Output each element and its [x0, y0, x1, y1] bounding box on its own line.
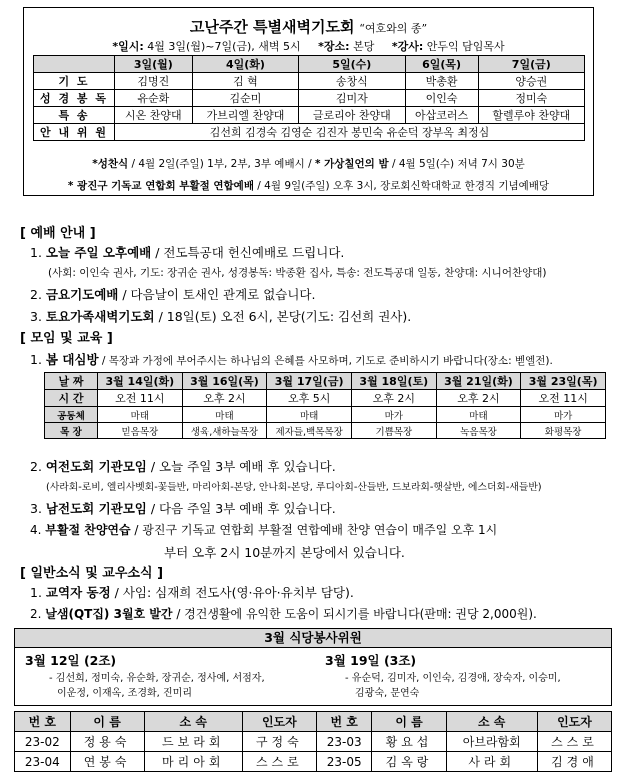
easter-service-note: [24, 178, 593, 193]
visit-time: 오후 5시: [267, 390, 352, 407]
info-value: 본당: [353, 40, 375, 53]
row-label: 공동체: [45, 407, 98, 423]
meal-left-names-1: - 김선희, 정미숙, 유순화, 장귀순, 정사예, 서점자,: [49, 673, 265, 684]
cell: 23-05: [316, 752, 372, 772]
meal-left-heading: 3월 12일 (2조): [25, 653, 117, 668]
visit-date: 3월 18일(토): [351, 373, 436, 390]
row-label: 시 간: [45, 390, 98, 407]
visit-group: 믿음목장: [98, 423, 183, 439]
schedule-cell: 유순화: [115, 90, 193, 107]
communion-note: [24, 156, 593, 171]
visit-group: 화평목장: [521, 423, 606, 439]
worship-item-1-detail: (사회: 이인숙 권사, 기도: 장귀순 권사, 성경봉독: 박종환 집사, 특송: 전도특공대 일동, 찬양대: 시니어찬양대): [48, 267, 547, 279]
meal-service-box: [14, 628, 612, 706]
meetings-heading: [ 모임 및 교육 ]: [20, 331, 113, 346]
schedule-cell: 박총환: [405, 73, 478, 90]
info-label: *강사:: [391, 40, 424, 53]
schedule-cell: 양승권: [478, 73, 584, 90]
item-number: 1.: [30, 245, 42, 260]
schedule-cell: 김명진: [115, 73, 193, 90]
item-number: 2.: [30, 459, 42, 474]
row-label: 특 송: [34, 107, 115, 124]
visit-community: 마가: [521, 407, 606, 423]
visit-group: 기쁨목장: [351, 423, 436, 439]
news-item-1: [30, 583, 354, 601]
visit-time: 오후 2시: [436, 390, 521, 407]
schedule-cell: 이인숙: [405, 90, 478, 107]
visit-community: 마태: [436, 407, 521, 423]
item-title: 교역자 동정: [45, 585, 111, 600]
meal-right-names-2: 김광숙, 문연숙: [355, 688, 420, 699]
col-header: 이 름: [372, 712, 446, 732]
visit-group: 생육,새하늘목장: [182, 423, 267, 439]
info-value: 안두익 담임목사: [426, 40, 505, 53]
item-text: / 광진구 기독교 연합회 부활절 연합예배 찬양 연습이 매주일 오후 1시: [130, 523, 498, 537]
schedule-cell: 김 혁: [192, 73, 298, 90]
day-header: 3일(월): [115, 56, 193, 73]
visit-community: 마가: [351, 407, 436, 423]
worship-item-1: [30, 243, 344, 261]
worship-item-3: [30, 307, 411, 325]
cell: 연봉숙: [70, 752, 144, 772]
item-text: / 다음날이 토새인 관계로 없습니다.: [118, 287, 316, 302]
schedule-cell: 김순미: [192, 90, 298, 107]
meetings-item-3: [30, 499, 336, 517]
item-title: 부활절 찬양연습: [45, 523, 131, 537]
item-text: / 다음 주일 3부 예배 후 있습니다.: [146, 501, 336, 516]
item-text: / 18일(토) 오전 6시, 본당(기도: 김선희 권사).: [154, 309, 412, 324]
meetings-item-4: [30, 521, 497, 538]
cell: 구정숙: [242, 732, 316, 752]
row-label: 안 내 위 원: [34, 124, 115, 141]
schedule-cell: 송창식: [299, 73, 405, 90]
col-header: 소 속: [446, 712, 537, 732]
row-label: 기 도: [34, 73, 115, 90]
item-title: 여전도회 기관모임: [45, 459, 147, 474]
item-number: 4.: [30, 523, 42, 537]
col-header: 인도자: [242, 712, 316, 732]
item-text: / 경건생활에 유익한 도움이 되시기를 바랍니다(판매: 권당 2,000원).: [172, 607, 537, 621]
usher-list: 김선희 김경숙 김영순 김진자 봉민숙 유순덕 장부옥 최정심: [115, 124, 585, 141]
item-number: 2.: [30, 287, 42, 302]
note-text: / 4월 2일(주일) 1부, 2부, 3부 예배시 /: [128, 158, 315, 170]
meetings-item-2-detail: (사라회-로비, 엘리사벳회-꽃들반, 마리아회-본당, 안나회-본당, 루디아회-산들반, 드보라회-햇살반, 에스더회-새들반): [46, 482, 542, 493]
day-header: 7일(금): [478, 56, 584, 73]
prayer-meeting-title: [24, 16, 593, 37]
visit-time: 오후 2시: [182, 390, 267, 407]
visit-group: 녹음목장: [436, 423, 521, 439]
col-header: 번 호: [316, 712, 372, 732]
visit-community: 마태: [267, 407, 352, 423]
cell: 사라회: [446, 752, 537, 772]
special-prayer-box: [23, 7, 594, 196]
cell: 드보라회: [144, 732, 242, 752]
worship-item-2: [30, 285, 315, 303]
schedule-cell: 김미자: [299, 90, 405, 107]
cell: 스스로: [242, 752, 316, 772]
visit-community: 마태: [98, 407, 183, 423]
visit-time: 오전 11시: [98, 390, 183, 407]
cell: 김옥랑: [372, 752, 446, 772]
item-number: 1.: [30, 585, 42, 600]
meetings-item-4-cont: 부터 오후 2시 10분까지 본당에서 있습니다.: [164, 545, 405, 560]
title-text: 고난주간 특별새벽기도회: [189, 18, 355, 36]
table-row: [15, 732, 612, 752]
item-number: 3.: [30, 501, 42, 516]
item-number: 2.: [30, 607, 42, 621]
col-header: 번 호: [15, 712, 71, 732]
schedule-cell: 아삽코러스: [405, 107, 478, 124]
cell: 김경애: [537, 752, 611, 772]
schedule-cell: 글로리아 찬양대: [299, 107, 405, 124]
visit-date: 3월 23일(목): [521, 373, 606, 390]
meal-service-title: 3월 식당봉사위원: [15, 629, 611, 648]
item-title: 남전도회 기관모임: [45, 501, 147, 516]
visit-date: 3월 16일(목): [182, 373, 267, 390]
note-bold: * 가상칠언의 밤: [314, 158, 389, 170]
note-text: / 4월 9일(주일) 오후 3시, 장로회신학대학교 한경직 기념예배당: [253, 180, 550, 192]
item-title: 오늘 주일 오후예배: [45, 245, 152, 260]
visit-date: 3월 21일(화): [436, 373, 521, 390]
row-label: 날 짜: [45, 373, 98, 390]
schedule-table: [33, 55, 585, 141]
cell: 23-04: [15, 752, 71, 772]
subtitle-text: “여호와의 종”: [359, 22, 428, 35]
schedule-cell: 가브리엘 찬양대: [192, 107, 298, 124]
cell: 마리아회: [144, 752, 242, 772]
item-title: 봄 대심방: [45, 352, 99, 367]
meetings-item-1: [30, 350, 553, 368]
worship-heading: [ 예배 안내 ]: [20, 226, 96, 241]
visit-time: 오전 11시: [521, 390, 606, 407]
info-label: *장소:: [318, 40, 350, 53]
corner-cell: [34, 56, 115, 73]
table-row: [15, 752, 612, 772]
meetings-item-2: [30, 457, 336, 475]
visit-date: 3월 14일(화): [98, 373, 183, 390]
day-header: 6일(목): [405, 56, 478, 73]
info-label: *일시:: [112, 40, 144, 53]
note-bold: * 광진구 기독교 연합회 부활절 연합예배: [67, 180, 254, 192]
row-label: 성 경 봉 독: [34, 90, 115, 107]
meal-right-names-1: - 유순덕, 김미자, 이인숙, 김경애, 장숙자, 이승미,: [345, 673, 561, 684]
news-heading: [ 일반소식 및 교우소식 ]: [20, 566, 164, 581]
cell: 황요섭: [372, 732, 446, 752]
visit-date: 3월 17일(금): [267, 373, 352, 390]
schedule-cell: 시온 찬양대: [115, 107, 193, 124]
col-header: 소 속: [144, 712, 242, 732]
day-header: 5일(수): [299, 56, 405, 73]
item-text: / 전도특공대 헌신예배로 드립니다.: [151, 245, 345, 260]
meeting-info: [24, 38, 593, 54]
row-label: 목 장: [45, 423, 98, 439]
day-header: 4일(화): [192, 56, 298, 73]
item-text: / 사임: 심재희 전도사(영·유아·유치부 담당).: [110, 585, 354, 600]
cell: 아브라함회: [446, 732, 537, 752]
cell: 23-03: [316, 732, 372, 752]
cell: 23-02: [15, 732, 71, 752]
visitation-table: [44, 372, 606, 439]
info-value: 4월 3일(월)~7일(금), 새벽 5시: [147, 40, 301, 53]
news-item-2: [30, 605, 537, 622]
item-text: / 오늘 주일 3부 예배 후 있습니다.: [146, 459, 336, 474]
item-number: 3.: [30, 309, 42, 324]
item-title: 날샘(QT집) 3월호 발간: [45, 607, 173, 621]
cell: 스스로: [537, 732, 611, 752]
visit-time: 오후 2시: [351, 390, 436, 407]
col-header: 이 름: [70, 712, 144, 732]
note-text: / 4월 5일(수) 저녁 7시 30분: [388, 158, 525, 170]
item-title: 금요기도예배: [45, 287, 119, 302]
newcomer-guide-table: [14, 711, 612, 772]
visit-group: 제자들,백목목장: [267, 423, 352, 439]
meal-right-heading: 3월 19일 (3조): [325, 653, 417, 668]
item-number: 1.: [30, 352, 42, 367]
schedule-cell: 정미숙: [478, 90, 584, 107]
schedule-cell: 할렐루야 찬양대: [478, 107, 584, 124]
col-header: 인도자: [537, 712, 611, 732]
note-bold: *성찬식: [92, 158, 129, 170]
cell: 정용숙: [70, 732, 144, 752]
item-text: / 목장과 가정에 부어주시는 하나님의 은혜를 사모하며, 기도로 준비하시기 바랍니다(장소: 벧엘전).: [98, 355, 553, 367]
item-title: 토요가족새벽기도회: [45, 309, 155, 324]
meal-left-names-2: 이운정, 이재옥, 조경화, 진미리: [57, 688, 192, 699]
visit-community: 마태: [182, 407, 267, 423]
